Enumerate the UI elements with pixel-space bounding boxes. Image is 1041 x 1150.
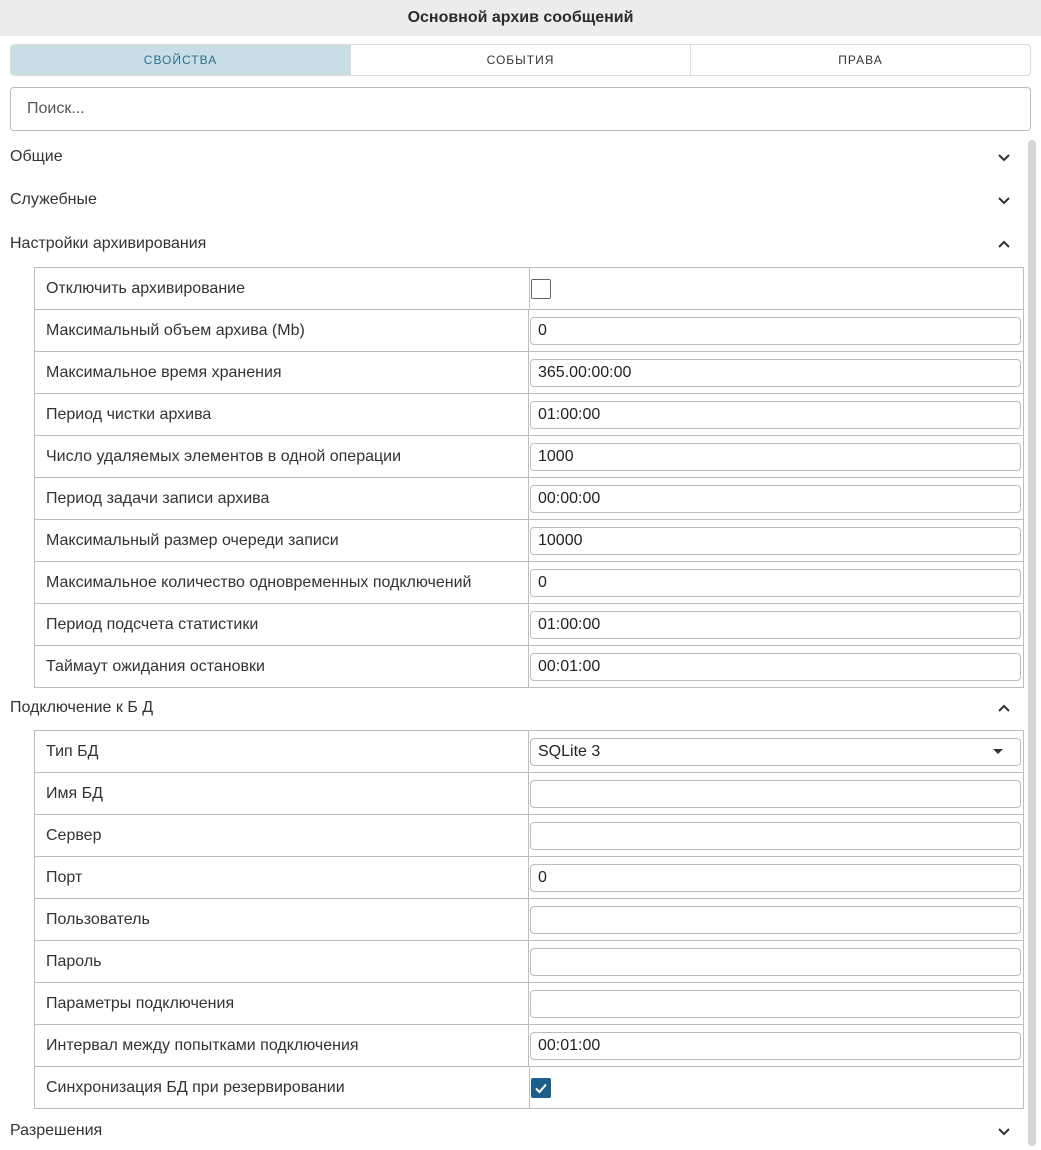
write-task-period-input[interactable] (530, 485, 1021, 513)
table-row (35, 731, 1023, 773)
table-row (35, 815, 1023, 857)
property-label: Максимальное время хранения (35, 352, 529, 393)
table-row (35, 1067, 1023, 1109)
table-row (35, 983, 1023, 1025)
table-row (35, 310, 1023, 352)
table-row (35, 604, 1023, 646)
section-permissions-title: Разрешения (10, 1122, 103, 1139)
port-input[interactable] (530, 864, 1021, 892)
property-label: Максимальное количество одновременных подключений (35, 562, 529, 603)
property-label: Интервал между попытками подключения (35, 1025, 529, 1066)
table-row (35, 1025, 1023, 1067)
property-label: Период чистки архива (35, 394, 529, 435)
property-label: Порт (35, 857, 529, 898)
table-row (35, 268, 1023, 310)
db-table (34, 730, 1024, 1109)
section-archiving-title: Настройки архивирования (10, 235, 207, 252)
table-row (35, 562, 1023, 604)
property-label: Сервер (35, 815, 529, 856)
db-type-value: SQLite 3 (538, 742, 601, 760)
property-label: Отключить архивирование (35, 268, 530, 309)
property-label: Имя БД (35, 773, 529, 814)
window-title: Основной архив сообщений (0, 0, 1041, 36)
chevron-down-icon (996, 1123, 1012, 1139)
scrollbar[interactable] (1028, 140, 1036, 1146)
db-type-select[interactable] (530, 738, 1021, 766)
section-general-title: Общие (10, 148, 63, 165)
connection-params-input[interactable] (530, 990, 1021, 1018)
statistics-period-input[interactable] (530, 611, 1021, 639)
table-row (35, 857, 1023, 899)
max-archive-size-input[interactable] (530, 317, 1021, 345)
tab-rights[interactable]: ПРАВА (838, 53, 883, 67)
section-permissions-header[interactable] (0, 1110, 1026, 1150)
table-row (35, 436, 1023, 478)
section-service-title: Служебные (10, 191, 97, 208)
search-input[interactable] (10, 87, 1031, 131)
table-row (35, 899, 1023, 941)
section-archiving-header[interactable] (0, 223, 1026, 265)
stop-timeout-input[interactable] (530, 653, 1021, 681)
tab-properties[interactable]: СВОЙСТВА (11, 45, 351, 75)
tab-events[interactable]: СОБЫТИЯ (351, 45, 691, 75)
chevron-up-icon (996, 236, 1012, 252)
table-row (35, 520, 1023, 562)
properties-panel (0, 136, 1026, 1150)
section-service-header[interactable] (0, 179, 1026, 221)
max-connections-input[interactable] (530, 569, 1021, 597)
chevron-down-icon (996, 149, 1012, 165)
archiving-table (34, 267, 1024, 688)
delete-count-input[interactable] (530, 443, 1021, 471)
caret-down-icon (993, 749, 1003, 754)
chevron-down-icon (996, 192, 1012, 208)
table-row (35, 773, 1023, 815)
cleanup-period-input[interactable] (530, 401, 1021, 429)
property-label: Пароль (35, 941, 529, 982)
server-input[interactable] (530, 822, 1021, 850)
section-db-header[interactable] (0, 687, 1026, 729)
user-input[interactable] (530, 906, 1021, 934)
property-label: Таймаут ожидания остановки (35, 646, 529, 687)
table-row (35, 941, 1023, 983)
property-label: Пользователь (35, 899, 529, 940)
table-row (35, 646, 1023, 688)
property-label: Период подсчета статистики (35, 604, 529, 645)
table-row (35, 478, 1023, 520)
max-storage-time-input[interactable] (530, 359, 1021, 387)
max-queue-size-input[interactable] (530, 527, 1021, 555)
retry-interval-input[interactable] (530, 1032, 1021, 1060)
tab-bar (10, 44, 1031, 76)
password-input[interactable] (530, 948, 1021, 976)
property-label: Синхронизация БД при резервировании (35, 1067, 530, 1108)
db-sync-checkbox[interactable] (531, 1078, 551, 1098)
property-label: Максимальный объем архива (Mb) (35, 310, 529, 351)
check-icon (534, 1081, 548, 1095)
property-label: Период задачи записи архива (35, 478, 529, 519)
section-db-title: Подключение к Б Д (10, 699, 154, 716)
property-label: Тип БД (35, 731, 529, 772)
table-row (35, 394, 1023, 436)
property-label: Максимальный размер очереди записи (35, 520, 529, 561)
property-label: Число удаляемых элементов в одной операции (35, 436, 529, 477)
chevron-up-icon (996, 700, 1012, 716)
disable-archiving-checkbox[interactable] (531, 279, 551, 299)
db-name-input[interactable] (530, 780, 1021, 808)
table-row (35, 352, 1023, 394)
property-label: Параметры подключения (35, 983, 529, 1024)
section-general-header[interactable] (0, 136, 1026, 178)
